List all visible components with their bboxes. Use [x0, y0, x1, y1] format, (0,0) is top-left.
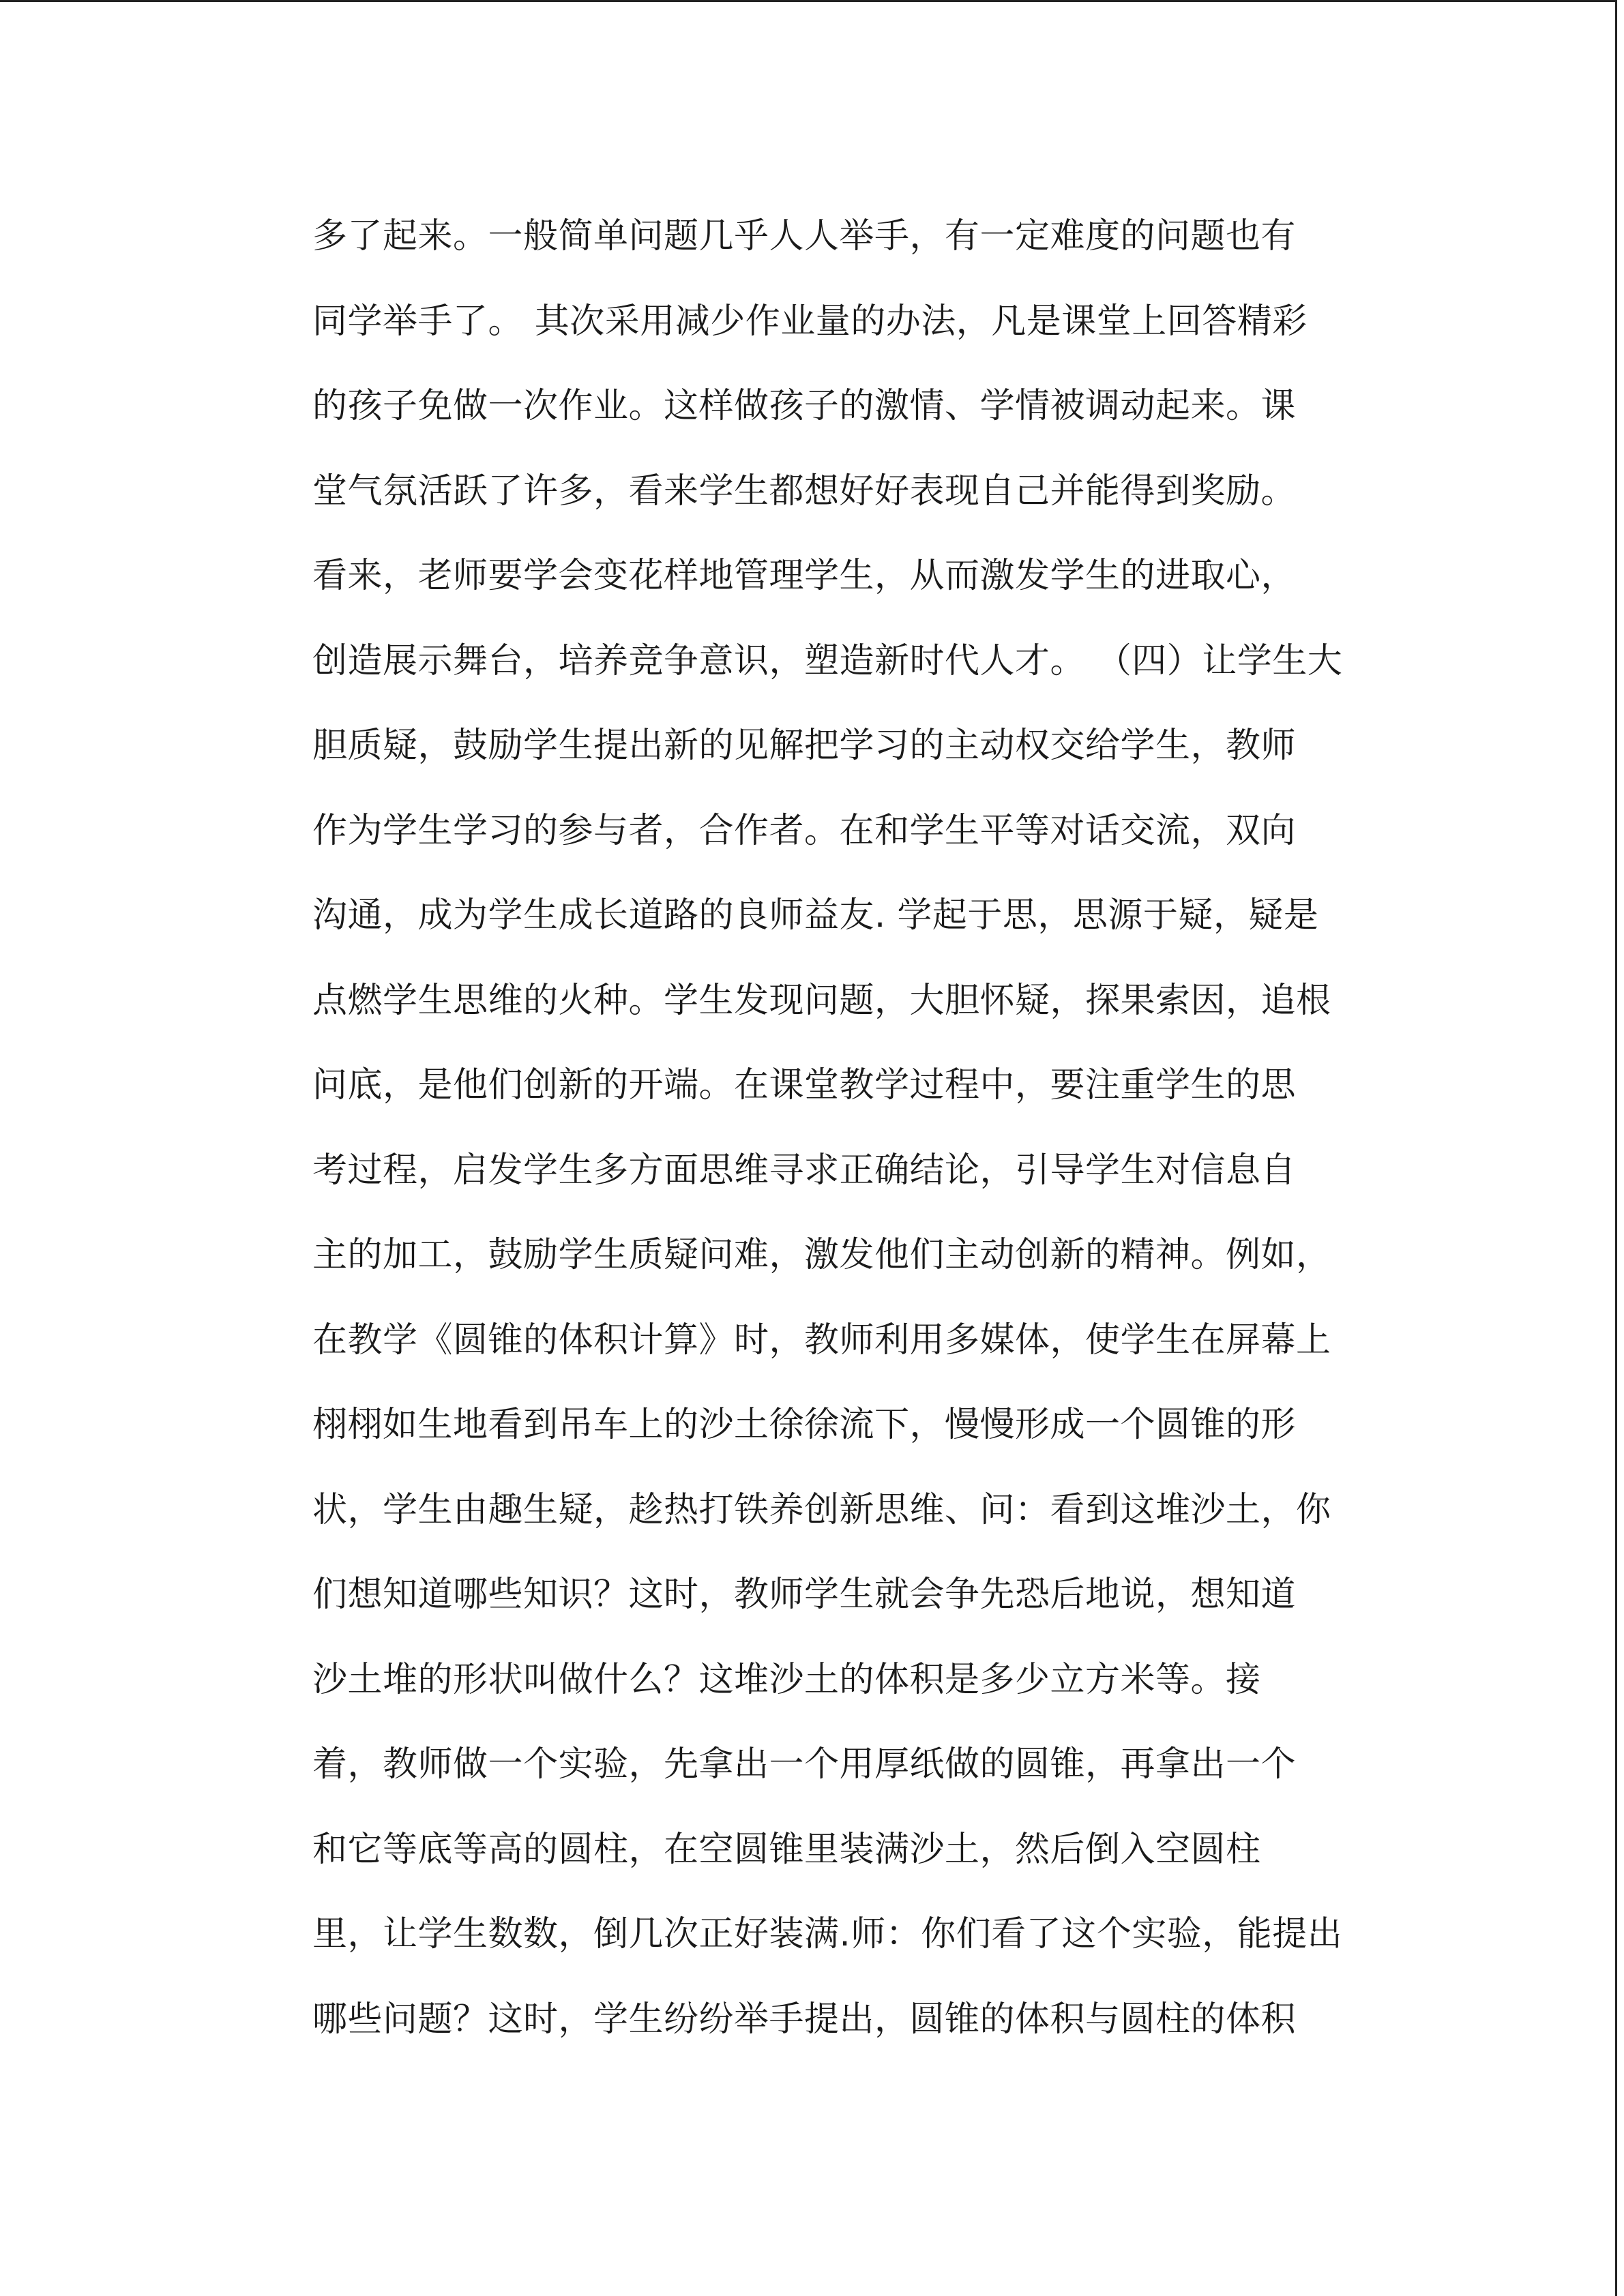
text-line: 沙土堆的形状叫做什么？这堆沙土的体积是多少立方米等。接	[312, 1659, 1261, 1700]
text-line: 沟通，成为学生成长道路的良师益友. 学起于思，思源于疑，疑是	[312, 895, 1319, 936]
text-line: 看来，老师要学会变花样地管理学生，从而激发学生的进取心，	[312, 556, 1297, 596]
text-line: 和它等底等高的圆柱，在空圆锥里装满沙土，然后倒入空圆柱	[312, 1829, 1261, 1870]
text-line: 问底，是他们创新的开端。在课堂教学过程中，要注重学生的思	[312, 1065, 1297, 1105]
text-line: 栩栩如生地看到吊车上的沙土徐徐流下，慢慢形成一个圆锥的形	[312, 1405, 1297, 1445]
text-line: 着，教师做一个实验，先拿出一个用厚纸做的圆锥，再拿出一个	[312, 1744, 1297, 1785]
text-line: 状，学生由趣生疑，趁热打铁养创新思维、问：看到这堆沙土，你	[312, 1489, 1331, 1530]
text-line: 胆质疑，鼓励学生提出新的见解把学习的主动权交给学生，教师	[312, 726, 1297, 766]
text-line: 的孩子免做一次作业。这样做孩子的激情、学情被调动起来。课	[312, 386, 1297, 426]
text-line: 多了起来。一般简单问题几乎人人举手，有一定难度的问题也有	[312, 216, 1297, 256]
text-line: 主的加工，鼓励学生质疑问难，激发他们主动创新的精神。例如，	[312, 1235, 1331, 1275]
text-line: 同学举手了。 其次采用减少作业量的办法，凡是课堂上回答精彩	[312, 301, 1308, 342]
text-line: 哪些问题？这时，学生纷纷举手提出，圆锥的体积与圆柱的体积	[312, 1999, 1297, 2040]
text-line: 创造展示舞台，培养竞争意识，塑造新时代人才。 （四）让学生大	[312, 640, 1343, 681]
text-line: 堂气氛活跃了许多，看来学生都想好好表现自己并能得到奖励。	[312, 471, 1297, 511]
text-line: 们想知道哪些知识？这时，教师学生就会争先恐后地说，想知道	[312, 1575, 1297, 1615]
text-line: 作为学生学习的参与者，合作者。在和学生平等对话交流，双向	[312, 810, 1297, 851]
text-line: 考过程，启发学生多方面思维寻求正确结论，引导学生对信息自	[312, 1150, 1297, 1191]
document-body	[312, 194, 1390, 2062]
text-line: 在教学《圆锥的体积计算》时，教师利用多媒体，使学生在屏幕上	[312, 1320, 1331, 1360]
text-line: 点燃学生思维的火种。学生发现问题，大胆怀疑，探果索因，追根	[312, 980, 1331, 1021]
text-line: 里，让学生数数，倒几次正好装满.师：你们看了这个实验，能提出	[312, 1914, 1343, 1954]
